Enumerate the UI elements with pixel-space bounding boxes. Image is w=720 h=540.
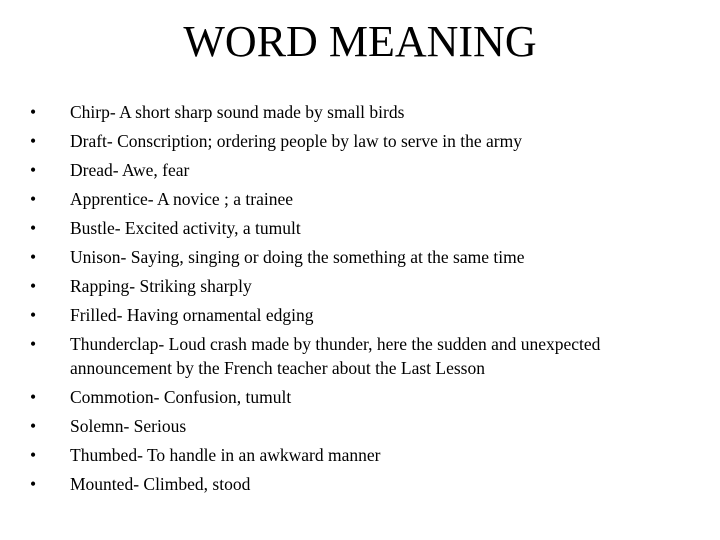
- word-meaning-text: Unison- Saying, singing or doing the something at the same time: [70, 247, 525, 267]
- list-item: [30, 303, 690, 327]
- slide-title: WORD MEANING: [183, 17, 537, 66]
- bullet-icon: •: [30, 387, 37, 407]
- word-meaning-text: Draft- Conscription; ordering people by law to serve in the army: [70, 131, 522, 151]
- list-item: [30, 414, 690, 438]
- bullet-icon: •: [30, 474, 37, 494]
- bullet-icon: •: [30, 276, 37, 296]
- list-item: [30, 245, 690, 269]
- list-item: [30, 158, 690, 182]
- word-meaning-text: Apprentice- A novice ; a trainee: [70, 189, 294, 209]
- word-meaning-text: Solemn- Serious: [70, 416, 187, 436]
- list-item: [30, 472, 690, 496]
- word-meaning-list: [30, 100, 690, 501]
- list-item: [30, 274, 690, 298]
- bullet-icon: •: [30, 160, 37, 180]
- word-meaning-text: Mounted- Climbed, stood: [70, 474, 251, 494]
- list-item: [30, 443, 690, 467]
- list-item: [30, 100, 690, 124]
- word-meaning-text: Thumbed- To handle in an awkward manner: [70, 445, 381, 465]
- bullet-icon: •: [30, 218, 37, 238]
- bullet-icon: •: [30, 189, 37, 209]
- word-meaning-text: Rapping- Striking sharply: [70, 276, 252, 296]
- bullet-icon: •: [30, 305, 37, 325]
- word-meaning-text: Bustle- Excited activity, a tumult: [70, 218, 301, 238]
- word-meaning-text: Chirp- A short sharp sound made by small birds: [70, 102, 405, 122]
- bullet-icon: •: [30, 334, 37, 354]
- list-item: [30, 385, 690, 409]
- list-item: [30, 332, 690, 380]
- list-item: [30, 216, 690, 240]
- bullet-icon: •: [30, 445, 37, 465]
- word-meaning-text: Frilled- Having ornamental edging: [70, 305, 314, 325]
- word-meaning-text: Dread- Awe, fear: [70, 160, 190, 180]
- bullet-icon: •: [30, 131, 37, 151]
- bullet-icon: •: [30, 247, 37, 267]
- list-item: [30, 187, 690, 211]
- word-meaning-text: Commotion- Confusion, tumult: [70, 387, 292, 407]
- list-item: [30, 129, 690, 153]
- word-meaning-text: Thunderclap- Loud crash made by thunder, here the sudden and unexpected announcement by the French teacher about the Last Lesson: [70, 334, 601, 378]
- bullet-icon: •: [30, 102, 37, 122]
- bullet-icon: •: [30, 416, 37, 436]
